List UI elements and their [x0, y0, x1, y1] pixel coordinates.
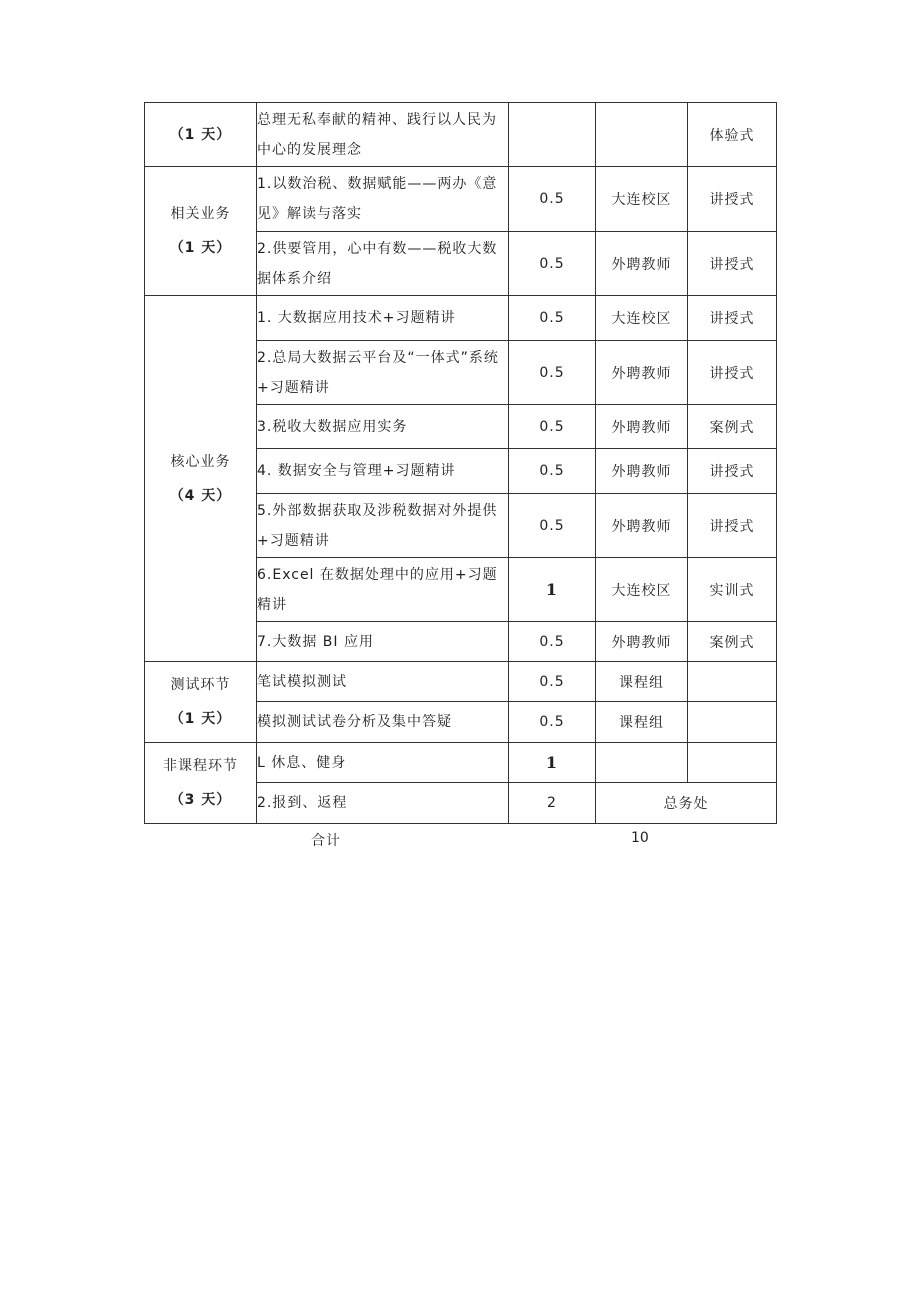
course-mode: 体验式: [688, 103, 777, 167]
course-hours: 0.5: [509, 662, 596, 702]
group-name: 核心业务: [170, 453, 231, 470]
course-location-merged: 总务处: [596, 783, 777, 824]
course-mode: [688, 702, 777, 743]
course-location: 大连校区: [596, 296, 688, 341]
course-hours: 1: [509, 558, 596, 622]
course-topic: 5.外部数据获取及涉税数据对外提供+习题精讲: [257, 494, 509, 558]
course-location: [596, 743, 688, 783]
course-hours: 0.5: [509, 296, 596, 341]
course-topic: L 休息、健身: [257, 743, 509, 783]
table-row: [145, 296, 777, 341]
total-label: 合计: [311, 833, 341, 849]
course-mode: 案例式: [688, 405, 777, 449]
course-topic: 1.以数治税、数据赋能——两办《意见》解读与落实: [257, 167, 509, 232]
course-topic: 2.报到、返程: [257, 783, 509, 824]
group-label: [145, 167, 257, 296]
course-location: 外聘教师: [596, 622, 688, 662]
course-mode: 讲授式: [688, 296, 777, 341]
table-row: [145, 743, 777, 783]
course-mode: 讲授式: [688, 494, 777, 558]
course-hours: 0.5: [509, 622, 596, 662]
course-location: 课程组: [596, 662, 688, 702]
course-location: [596, 103, 688, 167]
course-topic: 1. 大数据应用技术+习题精讲: [257, 296, 509, 341]
group-days: （1 天）: [169, 240, 232, 256]
course-mode: [688, 743, 777, 783]
course-topic: 2.总局大数据云平台及“一体式”系统+习题精讲: [257, 341, 509, 405]
course-topic: 3.税收大数据应用实务: [257, 405, 509, 449]
course-mode: [688, 662, 777, 702]
course-hours: 0.5: [509, 167, 596, 232]
schedule-table: [144, 102, 777, 824]
group-name: 相关业务: [170, 206, 231, 222]
course-hours: 0.5: [509, 405, 596, 449]
group-days: （1 天）: [169, 711, 232, 727]
course-location: 大连校区: [596, 167, 688, 232]
table-row: [145, 662, 777, 702]
group-label: [145, 743, 257, 824]
course-topic: 2.供要管用，心中有数——税收大数据体系介绍: [257, 232, 509, 296]
course-mode: 讲授式: [688, 341, 777, 405]
table-row: [145, 167, 777, 232]
course-hours: 2: [509, 783, 596, 824]
course-location: 外聘教师: [596, 232, 688, 296]
group-days: （3 天）: [169, 792, 232, 808]
course-location: 课程组: [596, 702, 688, 743]
table-row: [145, 103, 777, 167]
course-hours: 0.5: [509, 232, 596, 296]
group-label: [145, 296, 257, 662]
course-location: 外聘教师: [596, 494, 688, 558]
group-days: （1 天）: [169, 126, 232, 143]
course-location: 外聘教师: [596, 341, 688, 405]
course-topic: 笔试模拟测试: [257, 662, 509, 702]
course-topic: 6.Excel 在数据处理中的应用+习题精讲: [257, 558, 509, 622]
group-label: [145, 103, 257, 167]
course-topic: 模拟测试试卷分析及集中答疑: [257, 702, 509, 743]
course-location: 外聘教师: [596, 449, 688, 494]
course-topic: 总理无私奉献的精神、践行以人民为中心的发展理念: [257, 103, 509, 167]
course-mode: 案例式: [688, 622, 777, 662]
group-name: 测试环节: [170, 677, 231, 693]
total-value: 10: [631, 830, 649, 846]
course-topic: 7.大数据 BI 应用: [257, 622, 509, 662]
course-hours: 0.5: [509, 494, 596, 558]
course-topic: 4. 数据安全与管理+习题精讲: [257, 449, 509, 494]
course-location: 外聘教师: [596, 405, 688, 449]
course-mode: 讲授式: [688, 232, 777, 296]
course-hours: 0.5: [509, 702, 596, 743]
group-label: [145, 662, 257, 743]
course-hours: 1: [509, 743, 596, 783]
group-name: 非课程环节: [163, 758, 238, 774]
course-mode: 讲授式: [688, 167, 777, 232]
course-hours: 0.5: [509, 449, 596, 494]
course-mode: 实训式: [688, 558, 777, 622]
course-location: 大连校区: [596, 558, 688, 622]
course-hours: 0.5: [509, 341, 596, 405]
course-hours: [509, 103, 596, 167]
course-mode: 讲授式: [688, 449, 777, 494]
group-days: （4 天）: [169, 487, 232, 504]
